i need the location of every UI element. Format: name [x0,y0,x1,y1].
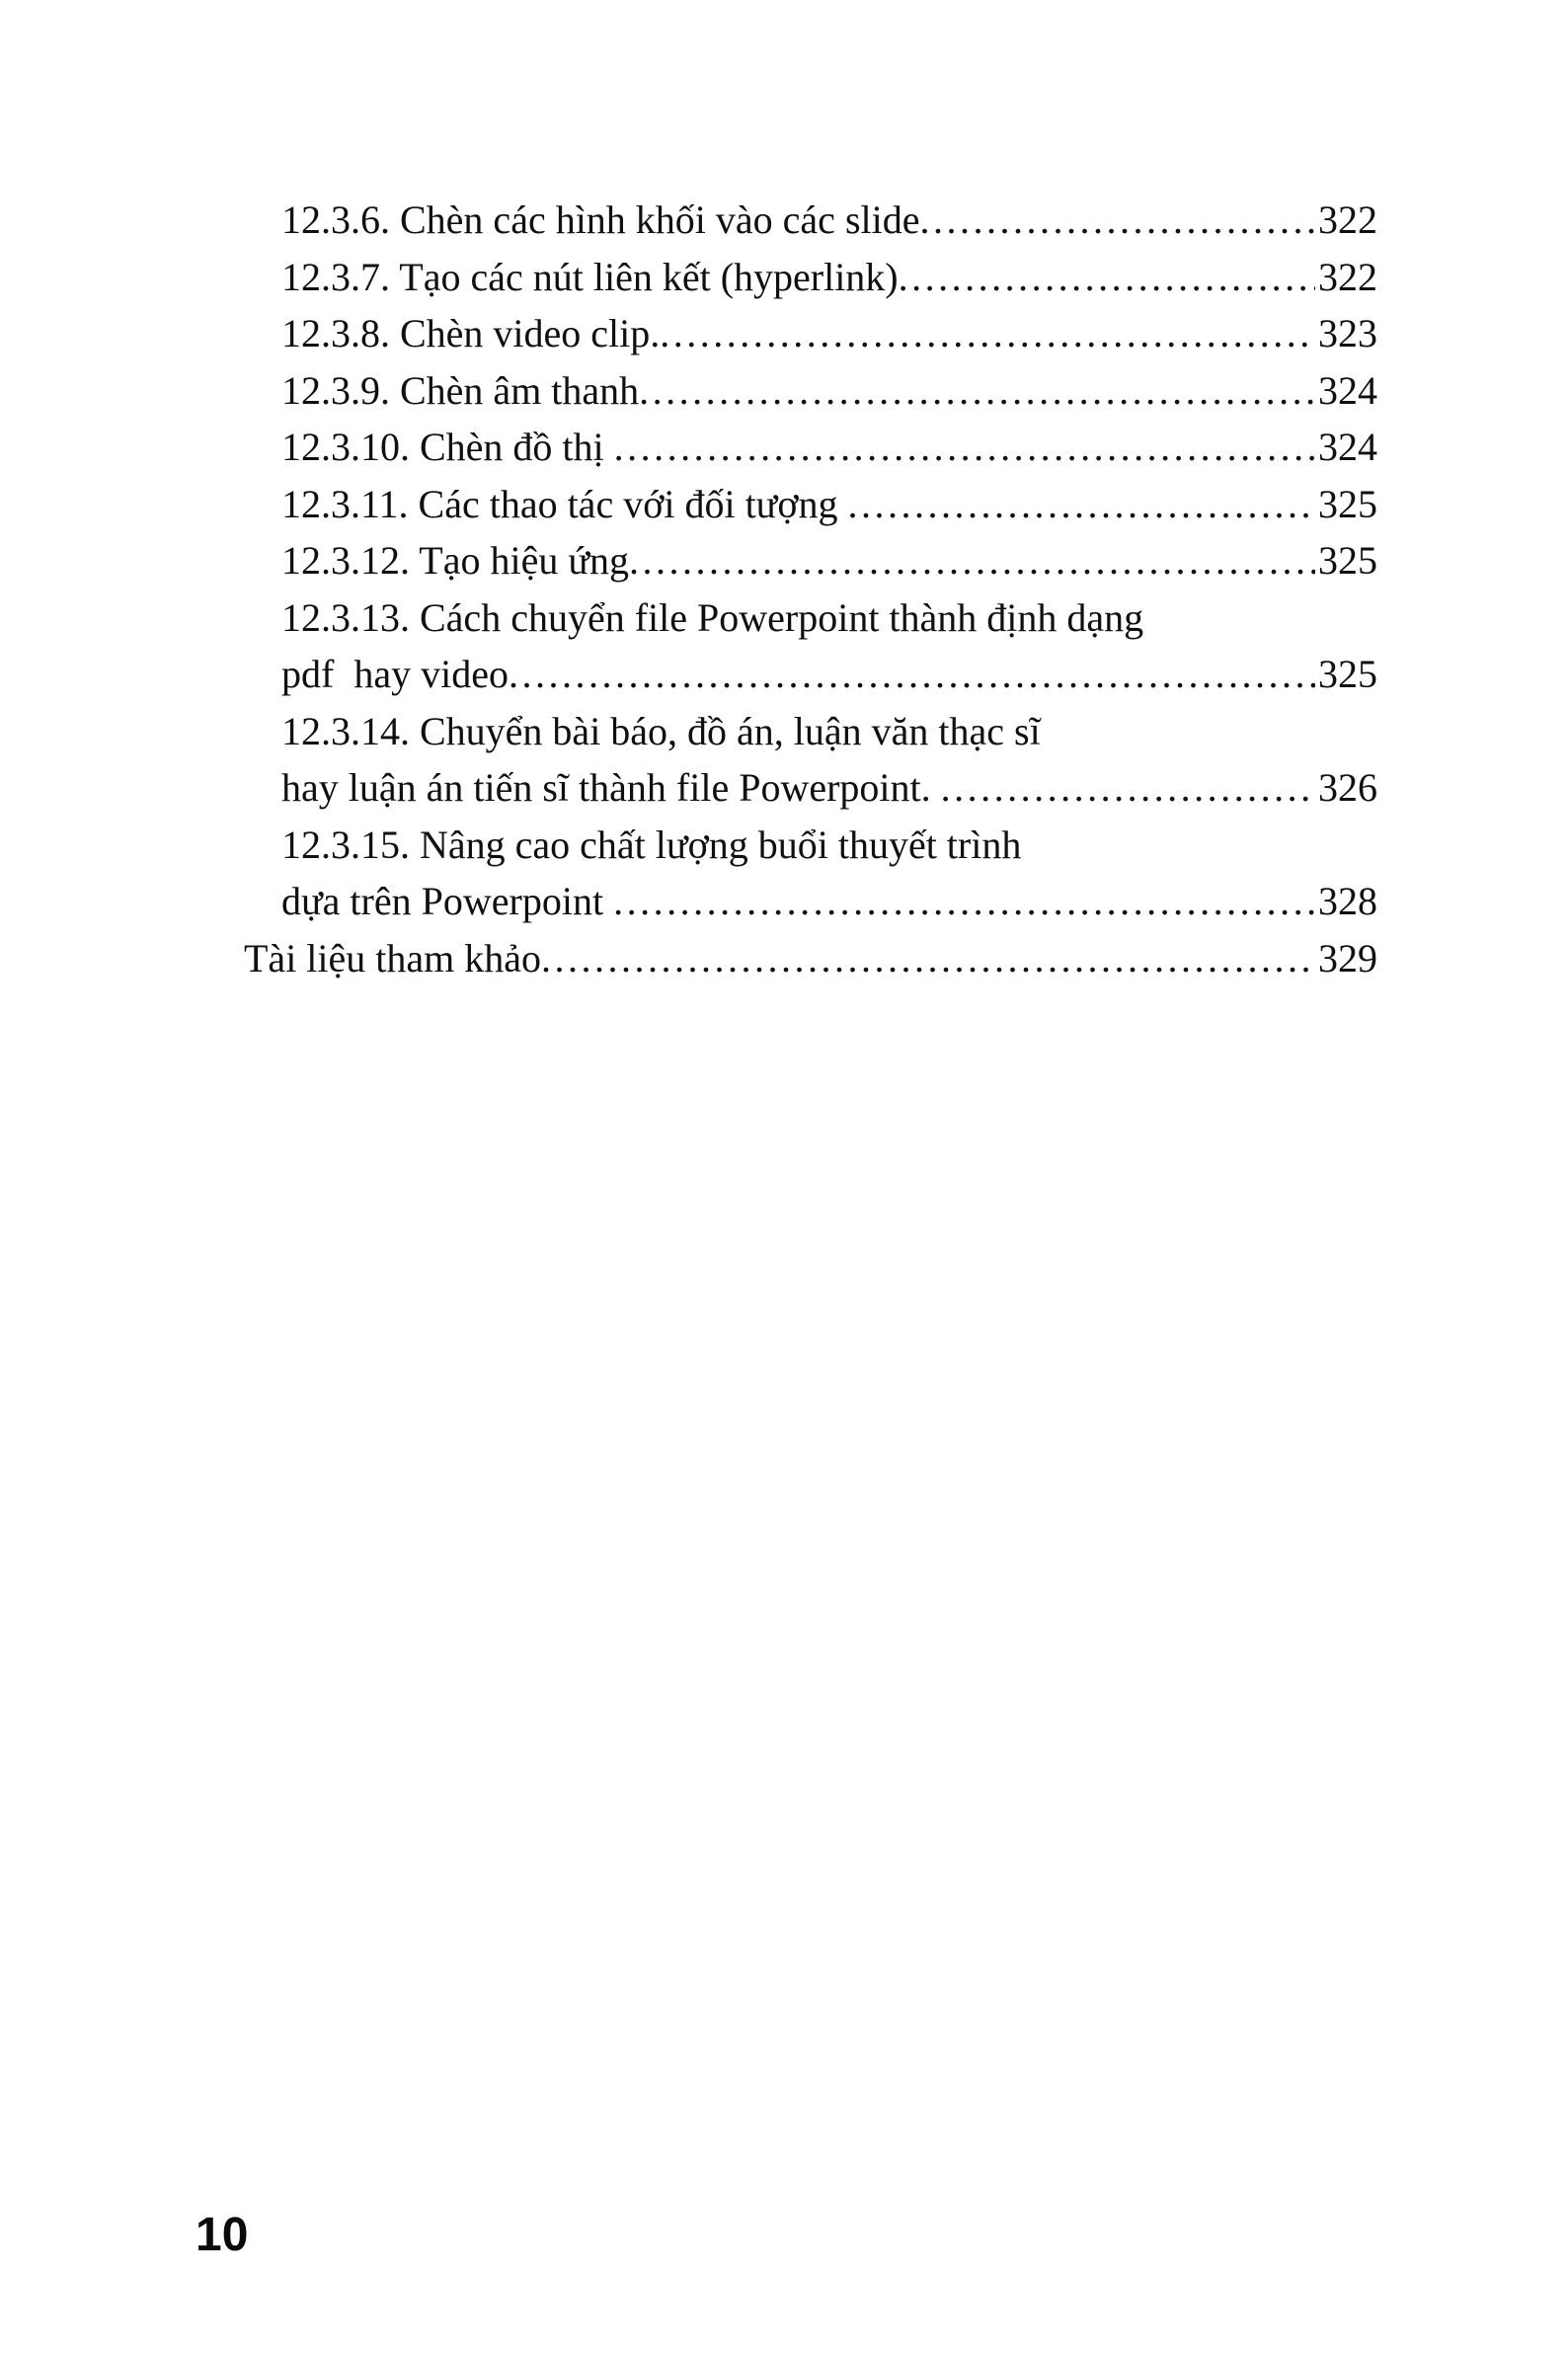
toc-entry [244,305,1377,362]
toc-entry [244,192,1377,249]
toc-entry-text: 12.3.15. Nâng cao chất lượng buổi thuyết trình [281,822,1022,867]
toc-page-number: 328 [1318,879,1377,923]
dot-leader [919,192,1315,249]
toc-entry-text: 12.3.14. Chuyển bài báo, đồ án, luận văn thạc sĩ [281,708,1041,753]
toc-page-number: 326 [1318,765,1377,810]
toc-entry [244,646,1377,703]
toc-page-number: 329 [1318,935,1377,980]
dot-leader [629,532,1315,589]
toc-entry [244,759,1377,817]
toc-entry-text: Tài liệu tham khảo [244,935,542,980]
toc-entry [244,249,1377,306]
toc-entry-text: hay luận án tiến sĩ thành file Powerpoint. [281,765,941,810]
toc-page-number: 324 [1318,367,1377,413]
toc-entry [244,419,1377,476]
toc-entry-text: 12.3.12. Tạo hiệu ứng [281,538,630,583]
dot-leader [660,305,1315,362]
toc-page-number: 325 [1318,481,1377,526]
toc-entry-text: 12.3.10. Chèn đồ thị [281,425,614,469]
toc-entry-text: dựa trên Powerpoint [281,879,614,923]
toc-entry [244,589,1377,647]
toc-page-number: 323 [1318,311,1377,355]
toc-entry [244,532,1377,589]
dot-leader [848,476,1315,533]
dot-leader [899,249,1315,306]
toc-entry [244,930,1377,987]
toc-entry-text: 12.3.6. Chèn các hình khối vào các slide [281,197,920,242]
toc-entry-text: 12.3.13. Cách chuyển file Powerpoint thành định dạng [281,594,1144,640]
toc-entry-text: pdf hay video [281,652,509,696]
toc-entry [244,703,1377,760]
page-footer-number: 10 [196,2209,249,2261]
toc [244,192,1377,986]
dot-leader [941,759,1315,817]
toc-page-number: 322 [1318,197,1377,242]
toc-page-number: 324 [1318,425,1377,469]
toc-page-number: 325 [1318,652,1377,696]
toc-entry-text: 12.3.7. Tạo các nút liên kết (hyperlink) [281,254,899,299]
dot-leader [509,646,1315,703]
toc-entry-text: 12.3.11. Các thao tác với đối tượng [281,481,848,526]
toc-page-number: 325 [1318,538,1377,583]
toc-entry [244,873,1377,930]
toc-page-number: 322 [1318,254,1377,299]
toc-entry-text: 12.3.8. Chèn video clip. [281,311,661,355]
dot-leader [613,873,1315,930]
toc-entry [244,817,1377,874]
dot-leader [614,419,1315,476]
toc-entry [244,362,1377,420]
dot-leader [541,930,1315,987]
dot-leader [639,362,1315,420]
toc-entry [244,476,1377,533]
toc-entry-text: 12.3.9. Chèn âm thanh [281,367,640,413]
